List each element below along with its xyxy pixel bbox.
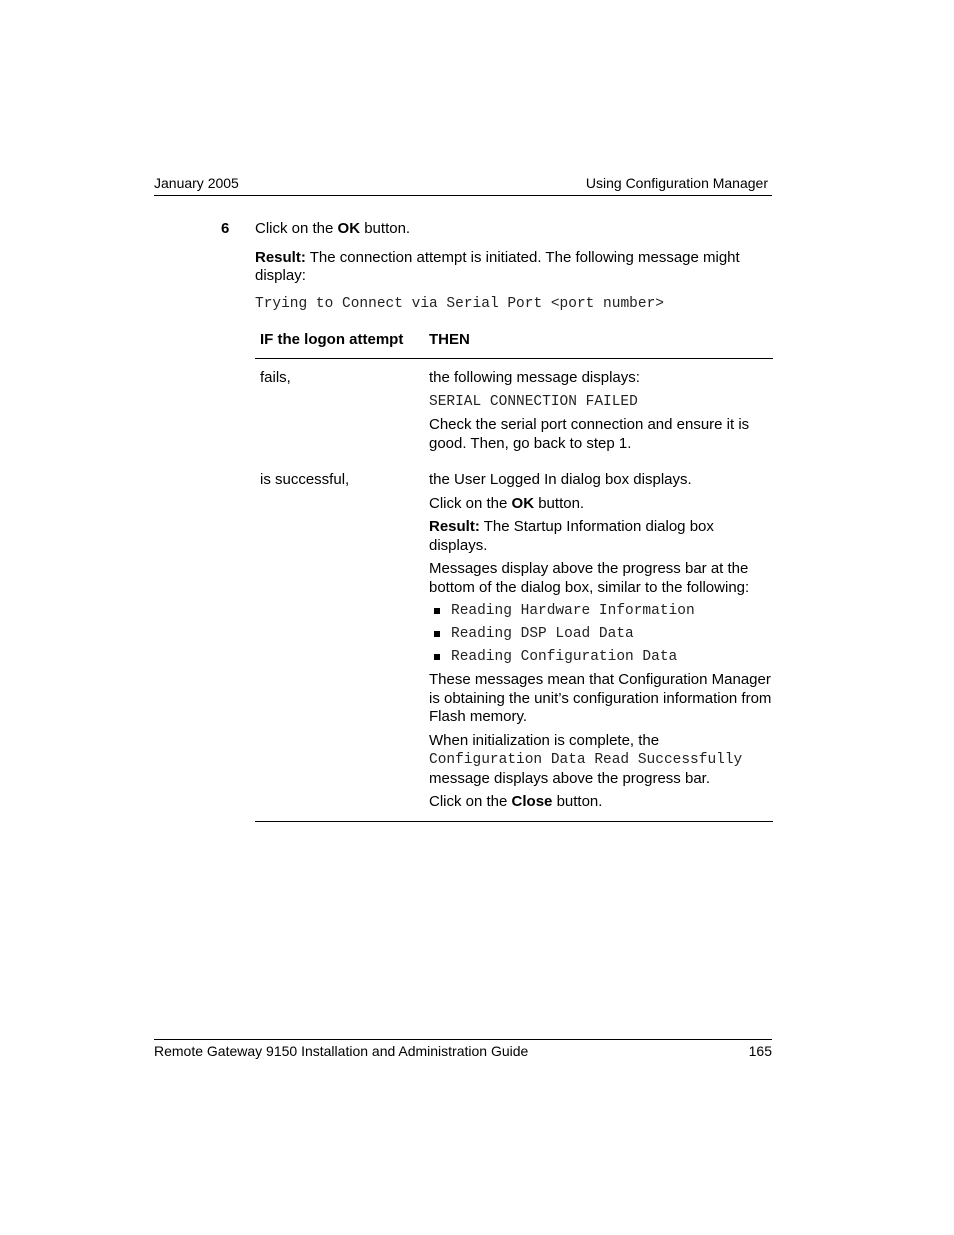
click-close bbox=[429, 793, 773, 812]
click-close-pre: Click on the bbox=[429, 793, 512, 810]
init-pre: When initialization is complete, the bbox=[429, 731, 660, 749]
list-item bbox=[429, 648, 773, 666]
step-instruction bbox=[255, 220, 773, 239]
table-row bbox=[255, 458, 773, 817]
header-section-title: Using Configuration Manager bbox=[585, 175, 768, 191]
step-instruction-ok: OK bbox=[337, 220, 361, 237]
footer-guide-title: Remote Gateway 9150 Installation and Administration Guide bbox=[154, 1043, 529, 1059]
connect-message-code: Trying to Connect via Serial Port <port number> bbox=[255, 295, 664, 312]
fail-instruction: Check the serial port connection and ensure it is good. Then, go back to step 1. bbox=[429, 416, 750, 452]
row-condition: fails, bbox=[260, 369, 291, 386]
result-text: The connection attempt is initiated. The following message might display: bbox=[255, 248, 740, 284]
table-row bbox=[255, 359, 773, 458]
success-line: the User Logged In dialog box displays. bbox=[429, 471, 692, 488]
fail-line: the following message displays: bbox=[429, 369, 640, 386]
list-item-text: Reading Hardware Information bbox=[451, 603, 695, 619]
init-post: message displays above the progress bar. bbox=[429, 769, 710, 787]
click-ok-bold: OK bbox=[511, 494, 535, 512]
messages-text: Messages display above the progress bar at the bottom of the dialog box, similar to the following: bbox=[429, 560, 750, 596]
list-item-text: Reading DSP Load Data bbox=[451, 626, 634, 642]
step-instruction-pre: Click on the bbox=[255, 220, 338, 237]
fail-code: SERIAL CONNECTION FAILED bbox=[429, 393, 638, 410]
table-bottom-rule bbox=[255, 821, 773, 822]
list-item-text: Reading Configuration Data bbox=[451, 649, 678, 665]
step-instruction-post: button. bbox=[360, 220, 411, 237]
init-text bbox=[429, 732, 773, 789]
bullet-square-icon bbox=[434, 654, 440, 660]
row-condition: is successful, bbox=[260, 471, 350, 488]
page-footer bbox=[154, 1039, 772, 1059]
click-ok-pre: Click on the bbox=[429, 494, 512, 512]
click-close-post: button. bbox=[552, 793, 603, 810]
row-then bbox=[429, 471, 773, 817]
click-close-bold: Close bbox=[511, 793, 553, 810]
row-then bbox=[429, 369, 773, 458]
result-label: Result: bbox=[255, 248, 306, 266]
bullet-square-icon bbox=[434, 608, 440, 614]
meaning-text: These messages mean that Configuration Manager is obtaining the unit’s configuration information from Flash memory. bbox=[429, 671, 772, 725]
success-result bbox=[429, 518, 773, 555]
step-body bbox=[255, 220, 773, 313]
list-item bbox=[429, 625, 773, 643]
header-date: January 2005 bbox=[154, 175, 239, 191]
step-number: 6 bbox=[221, 220, 230, 237]
message-list bbox=[429, 602, 773, 666]
table-header-condition: IF the logon attempt bbox=[260, 331, 404, 348]
logon-outcome-table bbox=[255, 330, 773, 822]
success-result-label: Result: bbox=[429, 518, 480, 535]
step-result bbox=[255, 249, 773, 286]
list-item bbox=[429, 602, 773, 620]
init-code: Configuration Data Read Successfully bbox=[429, 752, 743, 768]
success-click-ok bbox=[429, 495, 773, 514]
bullet-square-icon bbox=[434, 631, 440, 637]
page-header bbox=[154, 175, 772, 196]
page-number: 165 bbox=[748, 1043, 772, 1059]
click-ok-post: button. bbox=[534, 494, 585, 512]
table-header-then: THEN bbox=[429, 331, 470, 348]
success-result-text: The Startup Information dialog box displays. bbox=[429, 518, 714, 554]
table-header bbox=[255, 330, 773, 359]
